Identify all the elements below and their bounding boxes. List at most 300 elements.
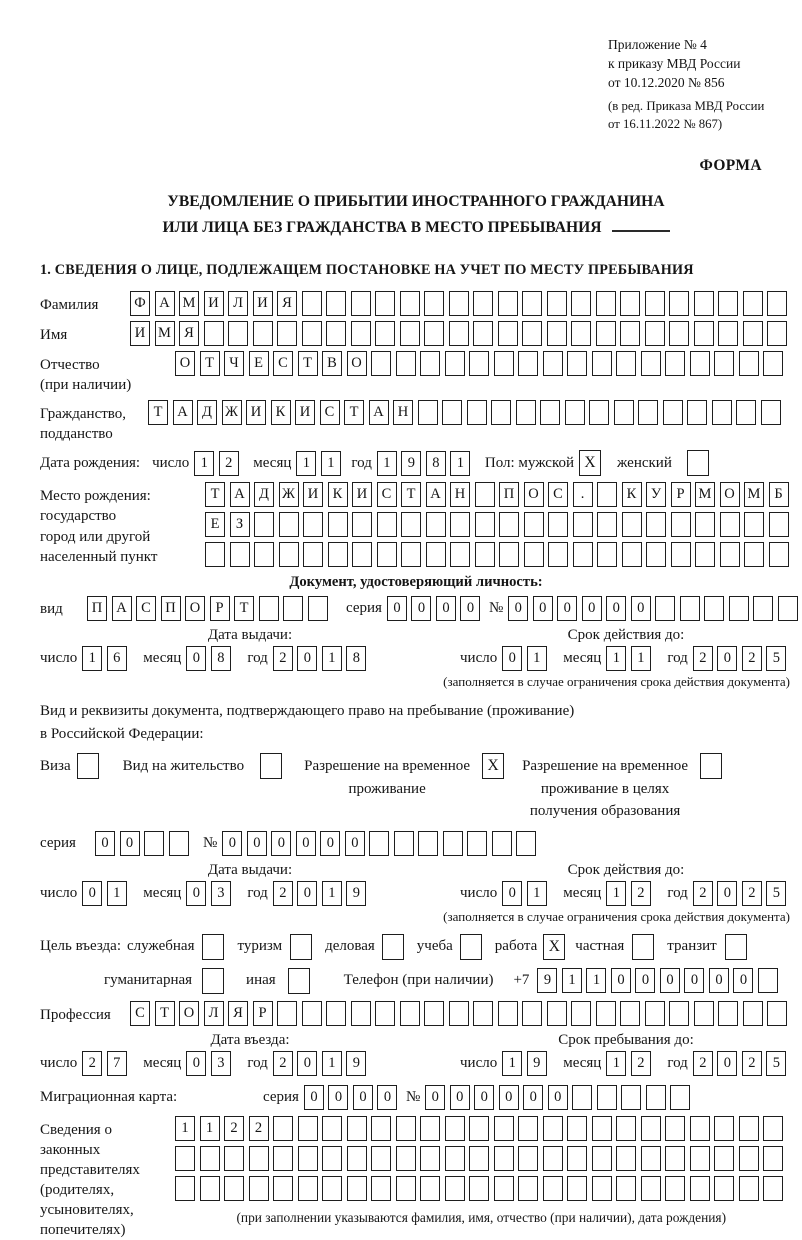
char-box[interactable] xyxy=(571,321,591,346)
char-box[interactable]: 2 xyxy=(273,881,293,906)
char-box[interactable] xyxy=(663,400,683,425)
char-box[interactable]: О xyxy=(175,351,195,376)
char-box[interactable] xyxy=(375,321,395,346)
char-box[interactable]: 2 xyxy=(631,881,651,906)
char-box[interactable]: Т xyxy=(200,351,220,376)
char-box[interactable]: 9 xyxy=(527,1051,547,1076)
char-box[interactable]: 0 xyxy=(271,831,291,856)
char-box[interactable] xyxy=(665,1146,685,1171)
char-box[interactable] xyxy=(249,1176,269,1201)
char-box[interactable]: 0 xyxy=(499,1085,519,1110)
sex-female-checkbox[interactable] xyxy=(687,450,709,476)
char-box[interactable]: Ж xyxy=(279,482,299,507)
char-box[interactable]: 0 xyxy=(328,1085,348,1110)
char-box[interactable] xyxy=(469,1116,489,1141)
char-box[interactable] xyxy=(449,321,469,346)
char-box[interactable] xyxy=(328,542,348,567)
char-box[interactable]: 0 xyxy=(502,881,522,906)
char-box[interactable] xyxy=(622,542,642,567)
char-box[interactable] xyxy=(418,400,438,425)
char-box[interactable]: 0 xyxy=(297,1051,317,1076)
char-box[interactable] xyxy=(548,542,568,567)
char-box[interactable]: С xyxy=(136,596,156,621)
char-box[interactable] xyxy=(351,1001,371,1026)
char-box[interactable] xyxy=(494,1146,514,1171)
char-box[interactable]: 1 xyxy=(107,881,127,906)
char-box[interactable] xyxy=(467,831,487,856)
char-box[interactable]: 2 xyxy=(742,881,762,906)
char-box[interactable]: Ф xyxy=(130,291,150,316)
char-box[interactable] xyxy=(394,831,414,856)
char-box[interactable]: 0 xyxy=(296,831,316,856)
char-box[interactable]: 0 xyxy=(425,1085,445,1110)
char-box[interactable] xyxy=(303,512,323,537)
char-box[interactable] xyxy=(597,512,617,537)
char-box[interactable]: 1 xyxy=(606,881,626,906)
char-box[interactable]: 2 xyxy=(82,1051,102,1076)
char-box[interactable] xyxy=(543,1176,563,1201)
char-box[interactable] xyxy=(671,542,691,567)
char-box[interactable]: Р xyxy=(210,596,230,621)
char-box[interactable] xyxy=(442,400,462,425)
char-box[interactable] xyxy=(543,1146,563,1171)
char-box[interactable]: 2 xyxy=(219,451,239,476)
char-box[interactable] xyxy=(347,1176,367,1201)
char-box[interactable] xyxy=(473,321,493,346)
char-box[interactable]: 2 xyxy=(224,1116,244,1141)
char-box[interactable]: 0 xyxy=(186,1051,206,1076)
char-box[interactable] xyxy=(498,321,518,346)
char-box[interactable] xyxy=(592,351,612,376)
char-box[interactable] xyxy=(494,351,514,376)
char-box[interactable]: 2 xyxy=(249,1116,269,1141)
char-box[interactable]: 5 xyxy=(766,881,786,906)
char-box[interactable]: О xyxy=(185,596,205,621)
char-box[interactable] xyxy=(743,291,763,316)
purpose-tourism-checkbox[interactable] xyxy=(290,934,312,960)
char-box[interactable] xyxy=(499,542,519,567)
char-box[interactable] xyxy=(254,542,274,567)
char-box[interactable] xyxy=(522,291,542,316)
char-box[interactable]: 0 xyxy=(186,646,206,671)
char-box[interactable] xyxy=(445,351,465,376)
char-box[interactable] xyxy=(655,596,675,621)
char-box[interactable]: У xyxy=(646,482,666,507)
char-box[interactable] xyxy=(371,1146,391,1171)
char-box[interactable] xyxy=(718,321,738,346)
char-box[interactable]: 1 xyxy=(377,451,397,476)
char-box[interactable] xyxy=(616,1116,636,1141)
char-box[interactable] xyxy=(492,831,512,856)
char-box[interactable] xyxy=(761,400,781,425)
char-box[interactable] xyxy=(592,1176,612,1201)
char-box[interactable] xyxy=(371,351,391,376)
char-box[interactable] xyxy=(426,542,446,567)
char-box[interactable] xyxy=(498,291,518,316)
purpose-work-checkbox[interactable]: X xyxy=(543,934,565,960)
char-box[interactable]: 0 xyxy=(635,968,655,993)
char-box[interactable] xyxy=(230,542,250,567)
char-box[interactable]: 2 xyxy=(273,1051,293,1076)
char-box[interactable]: 5 xyxy=(766,646,786,671)
char-box[interactable] xyxy=(543,351,563,376)
char-box[interactable] xyxy=(621,1085,641,1110)
char-box[interactable]: З xyxy=(230,512,250,537)
char-box[interactable]: 1 xyxy=(322,1051,342,1076)
char-box[interactable] xyxy=(694,1001,714,1026)
char-box[interactable]: 0 xyxy=(460,596,480,621)
char-box[interactable] xyxy=(351,291,371,316)
char-box[interactable]: 0 xyxy=(377,1085,397,1110)
char-box[interactable] xyxy=(743,321,763,346)
char-box[interactable] xyxy=(758,968,778,993)
char-box[interactable] xyxy=(347,1116,367,1141)
sex-male-checkbox[interactable]: X xyxy=(579,450,601,476)
char-box[interactable] xyxy=(277,1001,297,1026)
char-box[interactable]: М xyxy=(155,321,175,346)
char-box[interactable]: С xyxy=(273,351,293,376)
char-box[interactable] xyxy=(254,512,274,537)
char-box[interactable] xyxy=(739,1146,759,1171)
char-box[interactable]: К xyxy=(328,482,348,507)
char-box[interactable] xyxy=(426,512,446,537)
char-box[interactable]: М xyxy=(179,291,199,316)
char-box[interactable] xyxy=(665,1116,685,1141)
char-box[interactable] xyxy=(475,512,495,537)
char-box[interactable] xyxy=(516,400,536,425)
char-box[interactable]: 0 xyxy=(222,831,242,856)
char-box[interactable] xyxy=(400,321,420,346)
char-box[interactable] xyxy=(641,1176,661,1201)
char-box[interactable]: Р xyxy=(253,1001,273,1026)
char-box[interactable]: Т xyxy=(148,400,168,425)
char-box[interactable] xyxy=(516,831,536,856)
char-box[interactable]: 1 xyxy=(606,646,626,671)
char-box[interactable]: А xyxy=(173,400,193,425)
char-box[interactable] xyxy=(224,1146,244,1171)
char-box[interactable] xyxy=(249,1146,269,1171)
char-box[interactable]: С xyxy=(548,482,568,507)
char-box[interactable]: 3 xyxy=(211,881,231,906)
char-box[interactable]: 0 xyxy=(523,1085,543,1110)
char-box[interactable]: Я xyxy=(228,1001,248,1026)
char-box[interactable]: 8 xyxy=(211,646,231,671)
char-box[interactable] xyxy=(369,831,389,856)
char-box[interactable] xyxy=(518,1116,538,1141)
char-box[interactable] xyxy=(224,1176,244,1201)
char-box[interactable]: 0 xyxy=(247,831,267,856)
char-box[interactable]: 1 xyxy=(586,968,606,993)
char-box[interactable] xyxy=(467,400,487,425)
rvp-checkbox[interactable]: X xyxy=(482,753,504,779)
char-box[interactable]: С xyxy=(320,400,340,425)
char-box[interactable]: 0 xyxy=(297,646,317,671)
char-box[interactable] xyxy=(400,291,420,316)
char-box[interactable]: 2 xyxy=(273,646,293,671)
char-box[interactable] xyxy=(763,1146,783,1171)
char-box[interactable] xyxy=(592,1116,612,1141)
char-box[interactable]: О xyxy=(179,1001,199,1026)
char-box[interactable] xyxy=(714,1146,734,1171)
char-box[interactable] xyxy=(753,596,773,621)
char-box[interactable] xyxy=(522,1001,542,1026)
char-box[interactable] xyxy=(695,512,715,537)
char-box[interactable] xyxy=(620,1001,640,1026)
char-box[interactable] xyxy=(694,321,714,346)
char-box[interactable] xyxy=(739,351,759,376)
char-box[interactable]: А xyxy=(112,596,132,621)
char-box[interactable] xyxy=(498,1001,518,1026)
char-box[interactable] xyxy=(669,291,689,316)
char-box[interactable]: 0 xyxy=(717,881,737,906)
char-box[interactable] xyxy=(522,321,542,346)
char-box[interactable]: Н xyxy=(393,400,413,425)
char-box[interactable] xyxy=(547,321,567,346)
purpose-business-checkbox[interactable] xyxy=(382,934,404,960)
char-box[interactable]: 0 xyxy=(474,1085,494,1110)
char-box[interactable] xyxy=(449,1001,469,1026)
char-box[interactable]: 2 xyxy=(693,881,713,906)
char-box[interactable] xyxy=(326,1001,346,1026)
char-box[interactable]: 1 xyxy=(175,1116,195,1141)
char-box[interactable] xyxy=(302,321,322,346)
char-box[interactable] xyxy=(420,1146,440,1171)
char-box[interactable]: С xyxy=(130,1001,150,1026)
char-box[interactable]: Е xyxy=(249,351,269,376)
char-box[interactable]: 0 xyxy=(304,1085,324,1110)
char-box[interactable] xyxy=(450,542,470,567)
visa-checkbox[interactable] xyxy=(77,753,99,779)
char-box[interactable]: 1 xyxy=(322,881,342,906)
char-box[interactable] xyxy=(205,542,225,567)
purpose-humanitarian-checkbox[interactable] xyxy=(202,968,224,994)
char-box[interactable]: 0 xyxy=(709,968,729,993)
char-box[interactable]: 0 xyxy=(320,831,340,856)
char-box[interactable] xyxy=(424,321,444,346)
char-box[interactable] xyxy=(424,291,444,316)
char-box[interactable]: 1 xyxy=(527,646,547,671)
char-box[interactable] xyxy=(695,542,715,567)
char-box[interactable] xyxy=(641,351,661,376)
char-box[interactable] xyxy=(694,291,714,316)
char-box[interactable] xyxy=(469,351,489,376)
char-box[interactable] xyxy=(494,1116,514,1141)
char-box[interactable] xyxy=(547,1001,567,1026)
char-box[interactable] xyxy=(769,542,789,567)
char-box[interactable] xyxy=(646,542,666,567)
char-box[interactable] xyxy=(469,1146,489,1171)
char-box[interactable] xyxy=(718,1001,738,1026)
char-box[interactable] xyxy=(614,400,634,425)
char-box[interactable]: 8 xyxy=(426,451,446,476)
char-box[interactable] xyxy=(400,1001,420,1026)
char-box[interactable] xyxy=(573,542,593,567)
char-box[interactable] xyxy=(322,1146,342,1171)
char-box[interactable]: Я xyxy=(179,321,199,346)
char-box[interactable] xyxy=(597,482,617,507)
char-box[interactable] xyxy=(763,351,783,376)
char-box[interactable]: Т xyxy=(155,1001,175,1026)
char-box[interactable]: Т xyxy=(298,351,318,376)
char-box[interactable] xyxy=(283,596,303,621)
char-box[interactable]: Т xyxy=(205,482,225,507)
rvp-edu-checkbox[interactable] xyxy=(700,753,722,779)
char-box[interactable] xyxy=(572,1085,592,1110)
char-box[interactable] xyxy=(565,400,585,425)
char-box[interactable] xyxy=(767,291,787,316)
char-box[interactable] xyxy=(714,351,734,376)
char-box[interactable]: К xyxy=(271,400,291,425)
char-box[interactable] xyxy=(144,831,164,856)
char-box[interactable] xyxy=(620,291,640,316)
char-box[interactable]: 0 xyxy=(297,881,317,906)
char-box[interactable]: А xyxy=(369,400,389,425)
char-box[interactable]: Т xyxy=(344,400,364,425)
char-box[interactable] xyxy=(277,321,297,346)
char-box[interactable] xyxy=(596,1001,616,1026)
char-box[interactable] xyxy=(645,321,665,346)
char-box[interactable]: М xyxy=(744,482,764,507)
char-box[interactable]: 5 xyxy=(766,1051,786,1076)
purpose-official-checkbox[interactable] xyxy=(202,934,224,960)
char-box[interactable] xyxy=(597,1085,617,1110)
char-box[interactable] xyxy=(596,321,616,346)
char-box[interactable]: И xyxy=(303,482,323,507)
char-box[interactable] xyxy=(690,1116,710,1141)
char-box[interactable]: И xyxy=(130,321,150,346)
char-box[interactable] xyxy=(322,1176,342,1201)
char-box[interactable]: 0 xyxy=(548,1085,568,1110)
char-box[interactable]: Я xyxy=(277,291,297,316)
char-box[interactable] xyxy=(298,1146,318,1171)
char-box[interactable] xyxy=(298,1176,318,1201)
char-box[interactable] xyxy=(418,831,438,856)
char-box[interactable]: Л xyxy=(204,1001,224,1026)
char-box[interactable] xyxy=(547,291,567,316)
char-box[interactable] xyxy=(767,321,787,346)
char-box[interactable] xyxy=(543,1116,563,1141)
char-box[interactable]: М xyxy=(695,482,715,507)
char-box[interactable]: И xyxy=(295,400,315,425)
char-box[interactable] xyxy=(302,1001,322,1026)
char-box[interactable]: А xyxy=(155,291,175,316)
char-box[interactable] xyxy=(169,831,189,856)
char-box[interactable] xyxy=(352,512,372,537)
char-box[interactable] xyxy=(445,1116,465,1141)
char-box[interactable] xyxy=(690,1146,710,1171)
residence-permit-checkbox[interactable] xyxy=(260,753,282,779)
char-box[interactable] xyxy=(524,542,544,567)
char-box[interactable] xyxy=(420,351,440,376)
char-box[interactable] xyxy=(494,1176,514,1201)
char-box[interactable] xyxy=(524,512,544,537)
char-box[interactable]: 0 xyxy=(557,596,577,621)
char-box[interactable] xyxy=(396,1146,416,1171)
char-box[interactable] xyxy=(375,291,395,316)
char-box[interactable]: 2 xyxy=(742,1051,762,1076)
char-box[interactable] xyxy=(228,321,248,346)
char-box[interactable] xyxy=(445,1146,465,1171)
char-box[interactable]: 0 xyxy=(436,596,456,621)
char-box[interactable]: 0 xyxy=(660,968,680,993)
char-box[interactable] xyxy=(769,512,789,537)
char-box[interactable] xyxy=(641,1116,661,1141)
char-box[interactable] xyxy=(273,1146,293,1171)
char-box[interactable] xyxy=(273,1176,293,1201)
char-box[interactable] xyxy=(401,512,421,537)
char-box[interactable]: 0 xyxy=(502,646,522,671)
char-box[interactable]: 1 xyxy=(527,881,547,906)
char-box[interactable] xyxy=(445,1176,465,1201)
char-box[interactable]: Ч xyxy=(224,351,244,376)
char-box[interactable] xyxy=(712,400,732,425)
char-box[interactable]: Д xyxy=(197,400,217,425)
char-box[interactable] xyxy=(371,1176,391,1201)
char-box[interactable] xyxy=(352,542,372,567)
char-box[interactable]: П xyxy=(87,596,107,621)
char-box[interactable] xyxy=(200,1146,220,1171)
char-box[interactable]: 0 xyxy=(508,596,528,621)
char-box[interactable] xyxy=(273,1116,293,1141)
char-box[interactable] xyxy=(596,291,616,316)
char-box[interactable] xyxy=(424,1001,444,1026)
char-box[interactable] xyxy=(763,1116,783,1141)
char-box[interactable]: 0 xyxy=(717,1051,737,1076)
char-box[interactable]: 7 xyxy=(107,1051,127,1076)
char-box[interactable] xyxy=(308,596,328,621)
char-box[interactable]: С xyxy=(377,482,397,507)
char-box[interactable] xyxy=(420,1176,440,1201)
char-box[interactable]: 0 xyxy=(120,831,140,856)
char-box[interactable] xyxy=(646,512,666,537)
char-box[interactable] xyxy=(669,321,689,346)
char-box[interactable]: О xyxy=(347,351,367,376)
char-box[interactable]: 9 xyxy=(346,1051,366,1076)
char-box[interactable] xyxy=(573,512,593,537)
char-box[interactable]: 0 xyxy=(631,596,651,621)
char-box[interactable] xyxy=(475,482,495,507)
char-box[interactable] xyxy=(298,1116,318,1141)
char-box[interactable]: 1 xyxy=(606,1051,626,1076)
char-box[interactable]: 1 xyxy=(194,451,214,476)
char-box[interactable] xyxy=(377,512,397,537)
char-box[interactable] xyxy=(645,291,665,316)
char-box[interactable]: А xyxy=(230,482,250,507)
char-box[interactable] xyxy=(714,1116,734,1141)
char-box[interactable] xyxy=(326,321,346,346)
char-box[interactable] xyxy=(778,596,798,621)
purpose-study-checkbox[interactable] xyxy=(460,934,482,960)
char-box[interactable]: 0 xyxy=(582,596,602,621)
char-box[interactable] xyxy=(620,321,640,346)
char-box[interactable] xyxy=(567,1116,587,1141)
char-box[interactable]: Ж xyxy=(222,400,242,425)
char-box[interactable] xyxy=(680,596,700,621)
char-box[interactable] xyxy=(396,351,416,376)
char-box[interactable] xyxy=(499,512,519,537)
char-box[interactable]: А xyxy=(426,482,446,507)
char-box[interactable] xyxy=(646,1085,666,1110)
char-box[interactable] xyxy=(450,512,470,537)
char-box[interactable] xyxy=(303,542,323,567)
char-box[interactable]: 0 xyxy=(450,1085,470,1110)
purpose-transit-checkbox[interactable] xyxy=(725,934,747,960)
purpose-other-checkbox[interactable] xyxy=(288,968,310,994)
char-box[interactable] xyxy=(671,512,691,537)
char-box[interactable] xyxy=(729,596,749,621)
char-box[interactable] xyxy=(690,1176,710,1201)
char-box[interactable]: 1 xyxy=(322,646,342,671)
